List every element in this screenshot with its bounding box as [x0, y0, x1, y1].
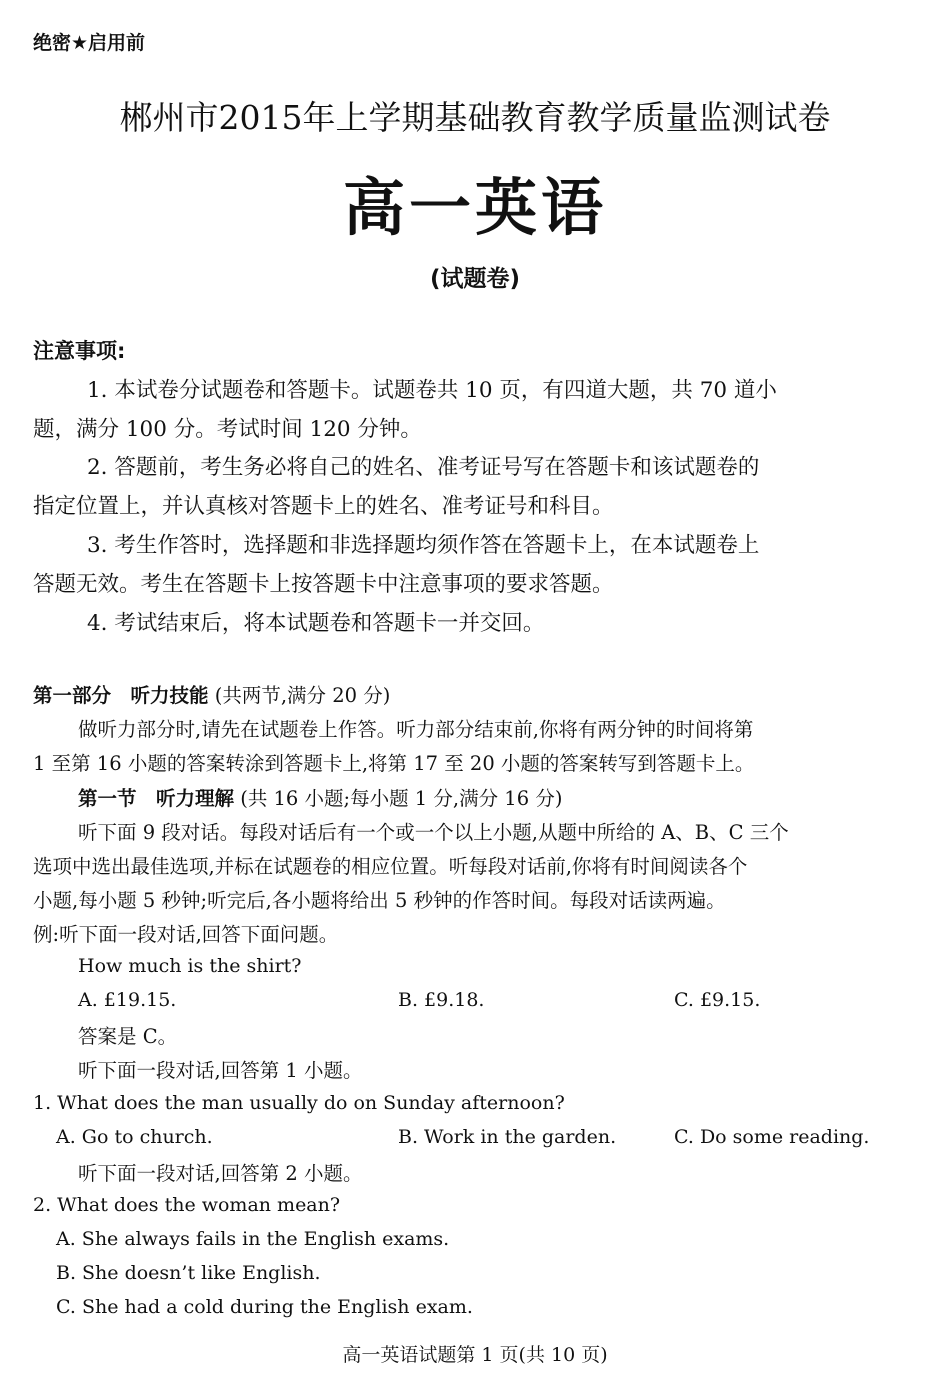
example-question: How much is the shirt?: [78, 955, 302, 977]
question-option-a: A. She always fails in the English exams.: [56, 1228, 450, 1250]
question-text: 1. What does the man usually do on Sunday afternoon?: [33, 1092, 565, 1114]
part1-title: 第一部分 听力技能: [33, 684, 209, 707]
page-subtitle: (试题卷): [429, 266, 521, 292]
example-answer: 答案是 C。: [78, 1025, 178, 1048]
part1-heading: [33, 680, 390, 708]
notes-heading: 注意事项:: [33, 339, 126, 363]
section1-instruction: 小题,每小题 5 秒钟;听完后,各小题将给出 5 秒钟的作答时间。每段对话读两遍。: [33, 889, 726, 912]
part1-score: (共两节,满分 20 分): [214, 684, 391, 707]
notes-line: 答题无效。考生在答题卡上按答题卡中注意事项的要求答题。: [33, 572, 614, 597]
part1-instruction: 做听力部分时,请先在试题卷上作答。听力部分结束前,你将有两分钟的时间将第: [78, 718, 754, 741]
part1-instruction: 1 至第 16 小题的答案转涂到答题卡上,将第 17 至 20 小题的答案转写到答题卡上。: [33, 752, 755, 775]
section1-title: 第一节 听力理解: [78, 787, 235, 810]
question-option-b: B. She doesn’t like English.: [56, 1262, 321, 1284]
section1-instruction: 听下面 9 段对话。每段对话后有一个或一个以上小题,从题中所给的 A、B、C 三个: [78, 821, 789, 844]
example-intro: 例:听下面一段对话,回答下面问题。: [33, 923, 339, 946]
notes-line: 指定位置上，并认真核对答题卡上的姓名、准考证号和科目。: [33, 494, 614, 519]
question-text: 2. What does the woman mean?: [33, 1194, 341, 1216]
question-option-c: C. She had a cold during the English exam.: [56, 1296, 473, 1318]
exam-header-title: 郴州市2015年上学期基础教育教学质量监测试卷: [119, 98, 831, 137]
question-intro: 听下面一段对话,回答第 1 小题。: [78, 1059, 363, 1082]
section1-instruction: 选项中选出最佳选项,并标在试题卷的相应位置。听每段对话前,你将有时间阅读各个: [33, 855, 748, 878]
question-option-c: C. Do some reading.: [674, 1126, 870, 1148]
notes-line: 4. 考试结束后，将本试题卷和答题卡一并交回。: [87, 611, 545, 636]
notes-line: 3. 考生作答时，选择题和非选择题均须作答在答题卡上，在本试题卷上: [87, 533, 760, 558]
example-option-a: A. £19.15.: [78, 989, 177, 1011]
notes-line: 题，满分 100 分。考试时间 120 分钟。: [33, 417, 422, 442]
notes-line: 2. 答题前，考生务必将自己的姓名、准考证号写在答题卡和该试题卷的: [87, 455, 760, 480]
question-option-a: A. Go to church.: [56, 1126, 213, 1148]
question-intro: 听下面一段对话,回答第 2 小题。: [78, 1162, 363, 1185]
section1-heading: [78, 783, 562, 811]
example-option-c: C. £9.15.: [674, 989, 761, 1011]
page-footer: 高一英语试题第 1 页(共 10 页): [342, 1344, 608, 1366]
confidential-label: 绝密★启用前: [33, 32, 146, 54]
example-option-b: B. £9.18.: [398, 989, 485, 1011]
question-option-b: B. Work in the garden.: [398, 1126, 617, 1148]
notes-line: 1. 本试卷分试题卷和答题卡。试题卷共 10 页，有四道大题，共 70 道小: [87, 378, 777, 403]
page-title: 高一英语: [342, 171, 607, 244]
section1-score: (共 16 小题;每小题 1 分,满分 16 分): [240, 787, 563, 810]
